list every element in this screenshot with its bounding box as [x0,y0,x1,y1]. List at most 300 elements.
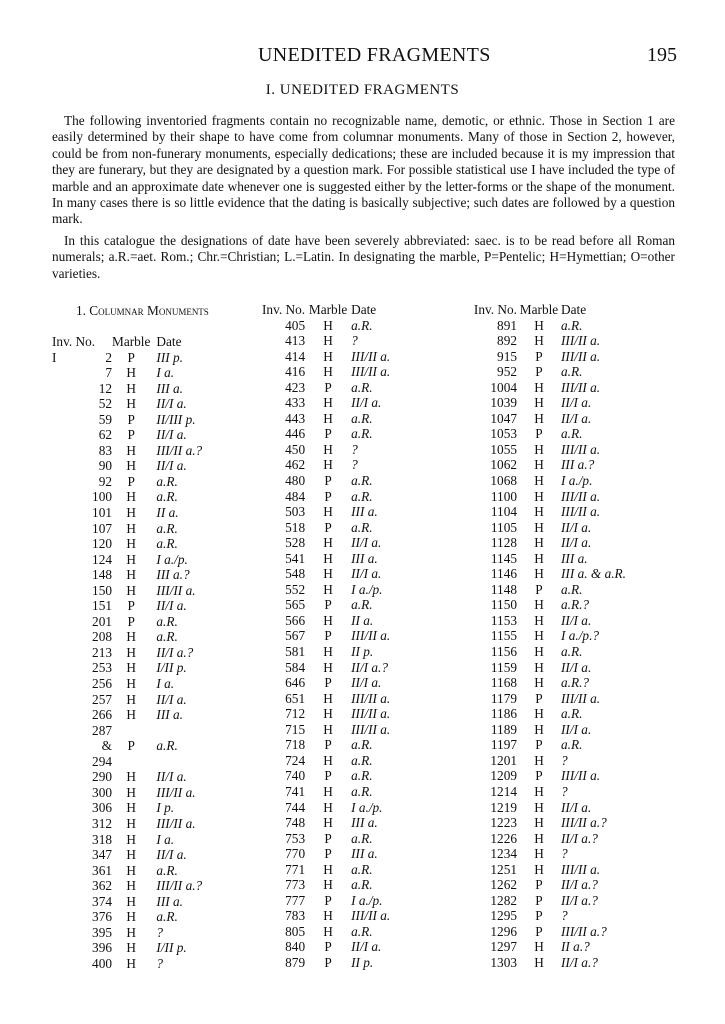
inv-number: 257 [92,691,112,707]
inv-prefix [52,847,70,863]
marble-type: H [126,505,136,521]
inv-prefix [52,489,70,505]
inv-number: 1189 [490,721,517,737]
marble-type: H [126,955,136,971]
date-value: a.R.? [561,675,590,691]
inv-number: 120 [92,536,112,552]
inv-number: 1219 [490,799,517,815]
table-row [262,862,441,878]
inv-number: 450 [285,441,306,457]
marble-type: P [127,411,135,427]
date-value: ? [351,457,358,473]
inv-prefix [52,909,70,925]
marble-type: P [324,830,332,846]
inv-number: 287 [92,722,112,738]
date-value: a.R. [351,597,373,613]
inv-number: 1150 [490,597,517,613]
table-row [262,706,441,722]
table-row [472,924,661,940]
marble-type: H [534,410,544,426]
marble-type: H [534,721,544,737]
inv-prefix [52,940,70,956]
table-row [472,333,661,349]
date-value: II/I a. [156,691,187,707]
date-value: III/II a. [561,441,601,457]
marble-type: H [323,395,333,411]
inv-number: 416 [285,364,306,380]
inv-number: 892 [497,333,517,349]
table-row [52,350,226,366]
table-row [262,582,441,598]
table-row [472,349,661,365]
table-row [262,473,441,489]
inv-number: 83 [98,442,112,458]
marble-type: H [323,923,333,939]
table-row [52,925,226,941]
date-value: I a./p. [561,473,593,489]
table-row [472,489,661,505]
marble-type: H [534,473,544,489]
date-value: II/I a. [561,612,592,628]
table-row [262,644,441,660]
date-value: II/I a.? [156,644,194,660]
date-value: III/II a. [351,908,391,924]
date-value: II/I a. [156,458,187,474]
date-value: III/II a. [351,690,391,706]
marble-type: H [323,752,333,768]
inv-number: 1214 [490,783,517,799]
date-value: a.R. [351,923,373,939]
inv-number: 879 [285,954,306,970]
inv-number: 1197 [490,737,517,753]
table-row [262,722,441,738]
date-value: a.R. [561,317,583,333]
date-value: III/II a. [561,690,601,706]
date-value: II/I a. [351,566,382,582]
table-row [52,692,226,708]
inv-number: 100 [92,489,112,505]
inv-number: 213 [92,644,112,660]
table-row [262,846,441,862]
table-row [52,909,226,925]
table-row [472,800,661,816]
inv-number: 518 [285,519,306,535]
date-value: a.R. [561,644,583,660]
inv-number: 773 [285,877,306,893]
marble-type: P [324,737,332,753]
date-value: a.R. [351,426,373,442]
table-row [472,877,661,893]
inv-number: 744 [285,799,306,815]
marble-type: H [534,815,544,831]
inv-number: 567 [285,628,306,644]
inv-number: 1068 [490,473,517,489]
inv-number: 952 [497,364,517,380]
table-row [52,458,226,474]
inv-prefix [52,412,70,428]
date-value: II/III p. [156,411,196,427]
marble-type: H [126,924,136,940]
table-row [472,457,661,473]
inv-number: 1209 [490,768,517,784]
table-row [472,551,661,567]
date-value: ? [351,441,358,457]
table-row [262,364,441,380]
inv-number: 552 [285,581,306,597]
inv-number: 565 [285,597,306,613]
date-value: III a. & a.R. [561,566,626,582]
marble-type: H [323,721,333,737]
date-value: a.R. [561,706,583,722]
marble-type: H [534,519,544,535]
table-row [472,395,661,411]
inv-number: 400 [92,955,112,971]
marble-type: H [323,783,333,799]
table-row [52,676,226,692]
date-value: II/I a. [156,598,187,614]
table-row [52,863,226,879]
date-value: a.R. [351,752,373,768]
date-value: II/I a. [351,939,382,955]
marble-type: P [535,581,543,597]
date-value: III/II a.? [561,815,607,831]
marble-type: H [534,488,544,504]
table-row [472,380,661,396]
table-row [52,645,226,661]
inv-prefix [52,567,70,583]
inv-prefix [52,769,70,785]
date-value: III/II a. [156,582,196,598]
inv-prefix [52,832,70,848]
marble-type: H [323,317,333,333]
inv-no-header: Inv. No. [473,302,517,317]
inv-number: 1047 [490,410,517,426]
marble-type: H [534,954,544,970]
inv-number: 423 [285,379,306,395]
inv-number: 753 [285,830,306,846]
inv-number: 1226 [490,830,517,846]
date-value: I a./p. [156,551,188,567]
inv-number: 724 [285,752,306,768]
date-value: III a. [156,707,183,723]
inv-number: 1186 [490,706,517,722]
marble-type: H [126,567,136,583]
marble-type: H [126,458,136,474]
inv-number: 396 [92,940,112,956]
marble-type: P [535,877,543,893]
table-row [52,832,226,848]
date-value: III/II a. [561,348,601,364]
marble-type: H [534,566,544,582]
date-value: I a./p. [351,892,383,908]
marble-type: P [535,923,543,939]
inv-number: 433 [285,395,306,411]
table-row [52,505,226,521]
marble-type: P [535,364,543,380]
date-value: a.R. [351,473,373,489]
inv-number: 1296 [490,923,517,939]
table-row [262,768,441,784]
inv-prefix: I [52,349,57,365]
inv-prefix [52,458,70,474]
date-value: I a. [156,831,175,847]
table-row [52,427,226,443]
marble-type: H [534,659,544,675]
table-row [262,535,441,551]
inv-number: 1062 [490,457,517,473]
inv-number: 306 [92,800,112,816]
date-value: a.R. [561,426,583,442]
inv-prefix [52,443,70,459]
inv-number: 1251 [490,861,517,877]
table-row [262,800,441,816]
marble-type: P [535,768,543,784]
table-row [262,784,441,800]
date-value: a.R. [156,489,178,505]
marble-type: H [323,815,333,831]
date-value: III/II a.? [561,923,607,939]
marble-type: H [126,582,136,598]
date-value: a.R. [351,519,373,535]
date-value: II/I a. [561,535,592,551]
date-value: a.R. [156,613,178,629]
marble-type: H [534,846,544,862]
marble-type: H [323,364,333,380]
date-value: II/I a. [561,721,592,737]
table-row [472,318,661,334]
table-row [262,893,441,909]
marble-type: P [324,675,332,691]
running-header: UNEDITED FRAGMENTS [258,44,491,66]
inv-number: 1262 [490,877,517,893]
inv-number: 777 [285,892,306,908]
intro-paragraph: The following inventoried fragments contain no recognizable name, demotic, or ethnic. Those in Section 1 are easily determined by their shape to have come from columnar monuments. Many of those in Section 2, however, could be from non-funerary monuments, especially dedications; these are included because it is my impression that they are funerary, but they are designated by a question mark. For possible statistical use I have included the type of marble and an approximate date whenever one is suggested either by the letter-forms or the shape of the monument. In many cases there is so little evidence that the dating is basically subjective; such dates are followed by a question mark. [52,113,675,227]
date-value: II/I a. [561,659,592,675]
table-row [52,800,226,816]
inv-number: 484 [285,488,306,504]
marble-type: P [324,628,332,644]
inv-prefix [52,692,70,708]
table-row [472,955,661,971]
table-row [262,566,441,582]
marble-type: H [126,831,136,847]
marble-type: H [126,815,136,831]
table-row [472,815,661,831]
marble-type: H [126,365,136,381]
table-row [262,831,441,847]
inv-number: 101 [92,505,112,521]
table-row [52,567,226,583]
inv-number: 740 [285,768,306,784]
table-row [262,395,441,411]
inv-number: 715 [285,721,306,737]
table-row [52,847,226,863]
marble-type: H [126,878,136,894]
inv-number: 151 [92,598,112,614]
marble-type: H [323,410,333,426]
inv-number: 891 [497,317,517,333]
inv-prefix [52,629,70,645]
inv-number: 266 [92,707,112,723]
inv-number: 480 [285,473,306,489]
date-value: I a./p. [351,799,383,815]
marble-type: H [323,908,333,924]
inv-prefix [52,365,70,381]
inv-number: 208 [92,629,112,645]
table-header-row [262,302,441,318]
inv-number: 413 [285,333,306,349]
marble-type: P [127,427,135,443]
date-value: II/I a. [561,519,592,535]
inv-number: 395 [92,924,112,940]
inv-number: 124 [92,551,112,567]
date-value: II/I a. [561,410,592,426]
inv-number: 646 [285,675,306,691]
inv-prefix [52,427,70,443]
marble-type: H [126,629,136,645]
table-row [472,364,661,380]
inv-prefix [52,800,70,816]
inv-prefix [52,614,70,630]
marble-type: P [324,597,332,613]
table-row [472,706,661,722]
date-value: a.R. [351,768,373,784]
marble-type: H [126,489,136,505]
inv-number: 712 [285,706,306,722]
table-row [52,660,226,676]
marble-type: H [126,396,136,412]
date-value: II/I a. [351,395,382,411]
marble-type: H [323,566,333,582]
marble-header: Marble [308,302,348,317]
marble-type: P [324,954,332,970]
marble-type: H [323,581,333,597]
table-row [52,396,226,412]
table-row [52,552,226,568]
marble-type: H [534,333,544,349]
table-row [472,426,661,442]
marble-type: H [534,752,544,768]
table-row [52,598,226,614]
table-row [472,520,661,536]
date-value: a.R. [156,520,178,536]
inv-prefix [52,925,70,941]
marble-type: P [324,939,332,955]
table-row [52,629,226,645]
marble-type: H [126,536,136,552]
inv-number: 1155 [490,628,517,644]
table-row [472,862,661,878]
inv-prefix [52,878,70,894]
date-value: III a. [351,815,378,831]
inv-no-header: Inv. No. [262,302,306,317]
table-row [52,443,226,459]
table-row [472,893,661,909]
table-row [472,908,661,924]
table-row [472,628,661,644]
date-value: I a. [156,365,175,381]
date-value: a.R. [156,738,178,754]
marble-type: H [126,660,136,676]
marble-type: H [323,659,333,675]
table-row [472,831,661,847]
table-row [262,628,441,644]
date-value: III a. [156,893,183,909]
marble-type: H [534,799,544,815]
marble-type: H [126,784,136,800]
marble-type: H [323,504,333,520]
marble-type: H [534,644,544,660]
table-row [52,583,226,599]
inv-number: 462 [285,457,306,473]
inv-prefix [52,707,70,723]
inv-prefix [52,956,70,972]
inv-prefix [52,381,70,397]
table-row [472,846,661,862]
marble-type: P [535,426,543,442]
section-title: I. UNEDITED FRAGMENTS [265,82,460,98]
date-value: ? [561,846,568,862]
date-value: III/II a. [561,333,601,349]
marble-type: H [126,769,136,785]
date-value: a.R.? [561,597,590,613]
marble-type: H [126,520,136,536]
inventory-table-1 [52,334,226,971]
inv-number: 771 [285,861,306,877]
table-row [262,597,441,613]
date-value: III/II a. [156,784,196,800]
date-value: II/I a. [561,395,592,411]
inv-number: 52 [98,396,112,412]
date-value: I/II p. [156,940,187,956]
table-row [262,613,441,629]
date-value: a.R. [156,536,178,552]
date-value: II a. [351,612,374,628]
date-value: a.R. [351,317,373,333]
table-row [262,504,441,520]
table-row [472,582,661,598]
marble-type: H [534,939,544,955]
inv-number: 253 [92,660,112,676]
table-row [472,411,661,427]
inv-prefix [52,521,70,537]
marble-type: H [126,800,136,816]
date-value: III a. [351,846,378,862]
inv-number: 414 [285,348,306,364]
table-header-row [472,302,661,318]
date-value: III/II a. [351,706,391,722]
table-row [52,940,226,956]
date-value: III/II a. [561,379,601,395]
date-value: III/II a.? [156,878,203,894]
table-row [52,412,226,428]
date-value: III/II a. [561,488,601,504]
page-number: 195 [647,44,677,66]
inv-number: 1055 [490,441,517,457]
table-row [472,504,661,520]
inv-prefix [52,598,70,614]
inv-number: 503 [285,504,306,520]
date-value: II/I a.? [351,659,389,675]
inv-number: 92 [98,473,112,489]
date-value: II p. [351,954,374,970]
marble-type: H [534,535,544,551]
table-row [472,644,661,660]
inv-number: 201 [92,613,112,629]
table-row [52,474,226,490]
table-row [52,816,226,832]
date-value: II/I a. [156,427,187,443]
